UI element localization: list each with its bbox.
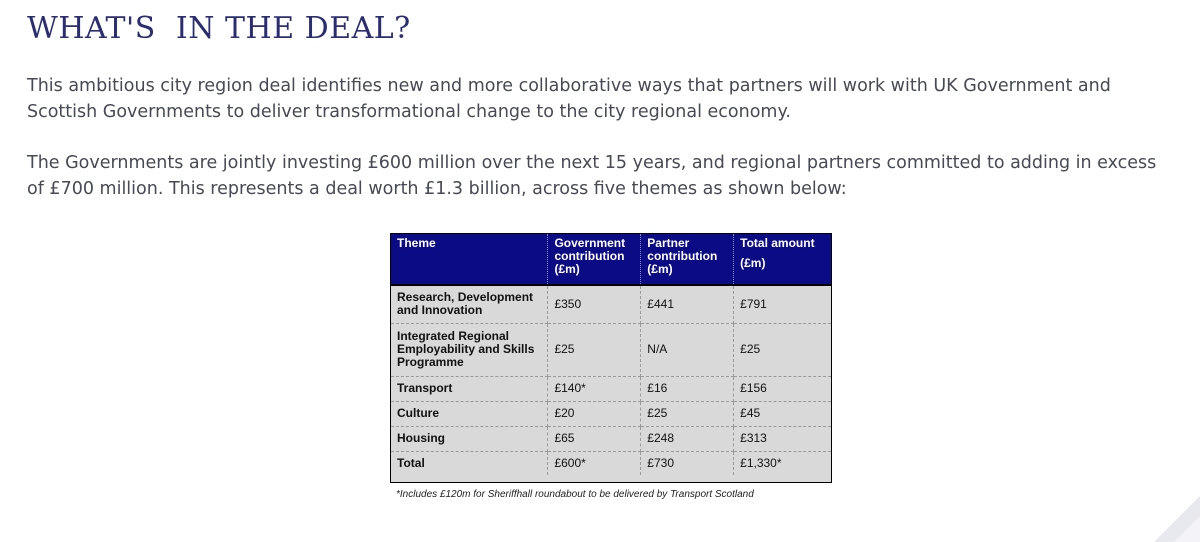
row-government-value: £20 [548,401,641,426]
table-row-total [391,451,831,475]
header-total-amount-label: Total amount [740,236,815,250]
row-government-value: £25 [548,323,641,376]
table-footnote: *Includes £120m for Sheriffhall roundabout to be delivered by Transport Scotland [396,489,754,500]
investment-paragraph: The Governments are jointly investing £600 million over the next 15 years, and regional partners committed to adding in excess of £700 million. This represents a deal worth £1.3 billion, across five themes as shown below: [27,153,1157,199]
row-partner-value: £730 [641,451,734,475]
row-total-value: £313 [734,426,831,451]
row-total-value: £156 [734,376,831,401]
header-total-amount [734,234,831,285]
deal-table [391,234,831,475]
table-header-row [391,234,831,285]
row-total-value: £1,330* [740,455,782,470]
row-partner-value: £248 [641,426,734,451]
row-theme: Housing [391,426,548,451]
row-theme: Research, Development and Innovation [391,285,548,323]
row-theme: Transport [391,376,548,401]
row-total-value: £45 [734,401,831,426]
row-partner-value: N/A [641,323,734,376]
row-total-value: £791 [734,285,831,323]
row-partner-value: £16 [641,376,734,401]
row-theme: Total [391,451,548,475]
corner-decoration [1140,482,1200,542]
table-row [391,376,831,401]
intro-paragraph: This ambitious city region deal identifies new and more collaborative ways that partners will work with UK Government and Scottish Governments to deliver transformational change to the city regional economy. [27,76,1111,122]
row-total-value: £25 [734,323,831,376]
row-theme: Integrated Regional Employability and Skills Programme [391,323,548,376]
table-row [391,323,831,376]
page-heading: WHAT'S IN THE DEAL? [27,11,411,46]
row-government-value: £140* [548,376,641,401]
deal-table-image [390,233,832,483]
header-theme: Theme [391,234,548,285]
row-government-value: £350 [548,285,641,323]
row-theme: Culture [391,401,548,426]
table-row [391,401,831,426]
header-government-contribution: Government contribution (£m) [548,234,641,285]
row-partner-value: £441 [641,285,734,323]
row-government-value: £65 [548,426,641,451]
table-row [391,426,831,451]
header-total-amount-unit: (£m) [740,256,766,270]
row-government-value: £600* [548,451,641,475]
header-partner-contribution: Partner contribution (£m) [641,234,734,285]
row-partner-value: £25 [641,401,734,426]
table-row [391,285,831,323]
